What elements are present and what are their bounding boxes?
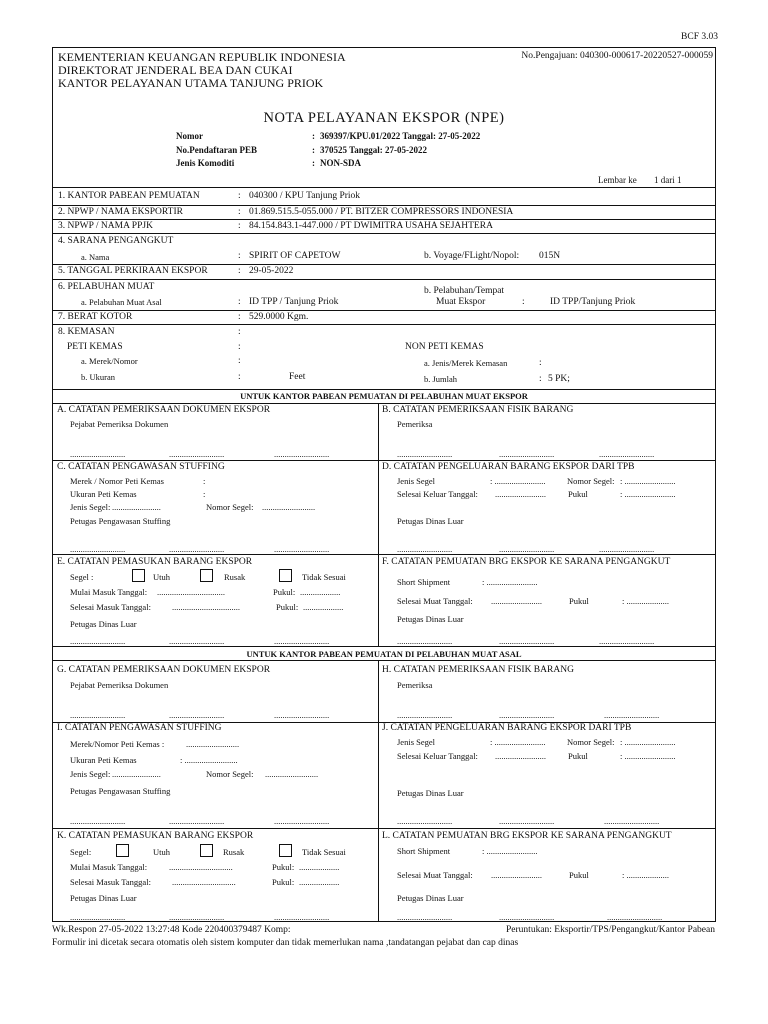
petugas-dinas-label: Petugas Dinas Luar <box>397 788 464 798</box>
dots: .......................... <box>169 710 225 720</box>
section-j-title: J. CATATAN PENGELUARAN BARANG EKSPOR DARI TPB <box>382 723 632 733</box>
colon: : <box>522 297 525 307</box>
colon: : <box>238 191 241 201</box>
pukul-label: Pukul: <box>272 862 295 872</box>
colon: : <box>238 221 241 231</box>
meta-value-nomor: 369397/KPU.01/2022 Tanggal: 27-05-2022 <box>320 131 481 141</box>
ukuran-peti-label: Ukuran Peti Kemas <box>70 489 137 499</box>
ukuran-label: b. Ukuran <box>81 372 115 382</box>
colon: : <box>203 489 206 499</box>
field-6-label: 6. PELABUHAN MUAT <box>58 282 155 292</box>
dots: .......................... <box>274 636 330 646</box>
page-title: NOTA PELAYANAN EKSPOR (NPE) <box>263 110 505 126</box>
dots: ................... <box>299 862 340 872</box>
dots: .......................... <box>397 636 453 646</box>
non-peti-kemas-label: NON PETI KEMAS <box>405 342 484 352</box>
petugas-stuffing-label: Petugas Pengawasan Stuffing <box>70 516 171 526</box>
footer-note: Formulir ini dicetak secara otomatis oleh sistem komputer dan tidak memerlukan nama ,tandatangan pejabat dan cap dinas <box>52 938 519 948</box>
colon: : <box>238 312 241 322</box>
dots: .......................... <box>274 710 330 720</box>
pukul-label: Pukul: <box>273 587 296 597</box>
selesai-muat-label: Selesai Muat Tanggal: <box>397 596 473 606</box>
form-code: BCF 3.03 <box>681 32 718 42</box>
dots: ......................... <box>262 502 316 512</box>
agency-line-1: KEMENTERIAN KEUANGAN REPUBLIK INDONESIA <box>58 50 346 64</box>
pukul-label: Pukul <box>569 870 589 880</box>
utuh-checkbox[interactable] <box>132 569 145 582</box>
dots: .......................... <box>397 710 453 720</box>
meta-colon: : <box>312 131 315 141</box>
petugas-stuffing-label: Petugas Pengawasan Stuffing <box>70 786 171 796</box>
colon: : <box>539 358 542 368</box>
peti-kemas-label: PETI KEMAS <box>67 342 123 352</box>
field-4a-label: a. Nama <box>81 252 110 262</box>
short-shipment-label: Short Shipment <box>397 577 451 587</box>
jenis-segel-label: Jenis Segel <box>397 737 436 747</box>
colon: : <box>238 342 241 352</box>
petugas-dinas-label: Petugas Dinas Luar <box>397 893 464 903</box>
field-4b-label: b. Voyage/FLight/Nopol: <box>424 251 520 261</box>
dots: .......................... <box>274 912 330 922</box>
section-f-title: F. CATATAN PEMUATAN BRG EKSPOR KE SARANA PENGANGKUT <box>382 557 671 567</box>
colon: : <box>238 372 241 382</box>
dots: : ........................ <box>620 751 676 761</box>
field-6a-value: ID TPP / Tanjung Priok <box>249 297 339 307</box>
colon: : <box>238 207 241 217</box>
dots: .......................... <box>397 912 453 922</box>
dots: .......................... <box>274 816 330 826</box>
jenis-segel-label: Jenis Segel: <box>70 502 111 512</box>
feet-label: Feet <box>289 372 306 382</box>
nomor-segel-label: Nomor Segel: <box>206 769 254 779</box>
colon: : <box>238 251 241 261</box>
dots: : ........................ <box>620 489 676 499</box>
meta-label-peb: No.Pendaftaran PEB <box>176 145 257 155</box>
merek-nomor-label: a. Merek/Nomor <box>81 356 138 366</box>
colon: : <box>238 356 241 366</box>
dots: .......................... <box>499 710 555 720</box>
utuh-label: Utuh <box>153 572 170 582</box>
dots: ......................... <box>265 769 319 779</box>
field-8-label: 8. KEMASAN <box>58 327 115 337</box>
tidak-sesuai-label: Tidak Sesuai <box>302 572 346 582</box>
field-7-value: 529.0000 Kgm. <box>249 312 309 322</box>
dots: ........................ <box>495 489 546 499</box>
rusak-label: Rusak <box>223 847 245 857</box>
dots: ......................... <box>186 739 240 749</box>
utuh-label: Utuh <box>153 847 170 857</box>
jumlah-value: 5 PK; <box>548 374 570 384</box>
dots: ....................... <box>112 502 161 512</box>
tidak-sesuai-checkbox[interactable] <box>279 569 292 582</box>
colon: : <box>203 476 206 486</box>
segel-label: Segel : <box>70 572 94 582</box>
lembar-label: Lembar ke <box>598 175 637 185</box>
no-pengajuan: No.Pengajuan: 040300-000617-20220527-000059 <box>521 51 713 61</box>
dots: ........................ <box>491 596 542 606</box>
dots: .......................... <box>499 816 555 826</box>
agency-line-3: KANTOR PELAYANAN UTAMA TANJUNG PRIOK <box>58 76 324 90</box>
dots: .......................... <box>169 912 225 922</box>
dots: .......................... <box>499 544 555 554</box>
jenis-segel-label: Jenis Segel: <box>70 769 111 779</box>
dots: .......................... <box>70 544 126 554</box>
dots: : .................... <box>622 870 669 880</box>
section-muat-ekspor: UNTUK KANTOR PABEAN PEMUATAN DI PELABUHAN MUAT EKSPOR <box>240 391 528 401</box>
mulai-masuk-label: Mulai Masuk Tanggal: <box>70 587 148 597</box>
field-4-label: 4. SARANA PENGANGKUT <box>58 236 174 246</box>
dots: ................... <box>300 587 341 597</box>
section-k-title: K. CATATAN PEMASUKAN BARANG EKSPOR <box>57 831 254 841</box>
dots: .......................... <box>499 912 555 922</box>
colon: : <box>539 374 542 384</box>
dots: .......................... <box>599 544 655 554</box>
dots: .......................... <box>169 544 225 554</box>
pukul-label: Pukul <box>568 751 588 761</box>
field-4b-value: 015N <box>539 251 561 261</box>
pemeriksa-label: Pemeriksa <box>397 419 433 429</box>
section-l-title: L. CATATAN PEMUATAN BRG EKSPOR KE SARANA PENGANGKUT <box>382 831 672 841</box>
dots: ....................... <box>112 769 161 779</box>
petugas-dinas-label: Petugas Dinas Luar <box>397 516 464 526</box>
field-6b-label-1: b. Pelabuhan/Tempat <box>424 286 505 296</box>
merek-peti-label: Merek / Nomor Peti Kemas <box>70 476 164 486</box>
dots: .......................... <box>70 816 126 826</box>
dots: ................................ <box>172 602 240 612</box>
dots: ................................ <box>157 587 225 597</box>
section-c-title: C. CATATAN PENGAWASAN STUFFING <box>57 462 225 472</box>
pukul-label: Pukul <box>568 489 588 499</box>
pukul-label: Pukul <box>569 596 589 606</box>
dots: : ........................ <box>620 476 676 486</box>
dots: : ......................... <box>180 755 238 765</box>
dots: .......................... <box>599 449 655 459</box>
pukul-label: Pukul: <box>276 602 299 612</box>
selesai-masuk-label: Selesai Masuk Tanggal: <box>70 602 151 612</box>
meta-value-komoditi: NON-SDA <box>320 158 362 168</box>
dots: .......................... <box>70 912 126 922</box>
pejabat-label: Pejabat Pemeriksa Dokumen <box>70 419 169 429</box>
dots: .......................... <box>397 816 453 826</box>
jenis-merek-label: a. Jenis/Merek Kemasan <box>424 358 508 368</box>
field-1-value: 040300 / KPU Tanjung Priok <box>249 191 361 201</box>
rusak-checkbox[interactable] <box>200 569 213 582</box>
dots: .......................... <box>397 449 453 459</box>
field-4a-value: SPIRIT OF CAPETOW <box>249 251 341 261</box>
nomor-segel-label: Nomor Segel: <box>567 737 615 747</box>
meta-value-peb: 370525 Tanggal: 27-05-2022 <box>320 145 428 155</box>
section-b-title: B. CATATAN PEMERIKSAAN FISIK BARANG <box>382 405 574 415</box>
dots: ................... <box>303 602 344 612</box>
segel-label: Segel: <box>70 847 92 857</box>
dots: .......................... <box>70 636 126 646</box>
wk-respon: Wk.Respon 27-05-2022 13:27:48 Kode 220400379487 Komp: <box>52 925 291 935</box>
dots: .......................... <box>169 816 225 826</box>
field-6b-value: ID TPP/Tanjung Priok <box>550 297 636 307</box>
section-d-title: D. CATATAN PENGELUARAN BARANG EKSPOR DARI TPB <box>382 462 635 472</box>
dots: .............................. <box>169 862 233 872</box>
section-a-title: A. CATATAN PEMERIKSAAN DOKUMEN EKSPOR <box>57 405 271 415</box>
rusak-label: Rusak <box>224 572 246 582</box>
dots: .......................... <box>604 710 660 720</box>
selesai-muat-label: Selesai Muat Tanggal: <box>397 870 473 880</box>
dots: : ........................ <box>482 846 538 856</box>
meta-colon: : <box>312 145 315 155</box>
field-5-value: 29-05-2022 <box>249 266 294 276</box>
dots: .......................... <box>70 449 126 459</box>
pemeriksa-label: Pemeriksa <box>397 680 433 690</box>
section-g-title: G. CATATAN PEMERIKSAAN DOKUMEN EKSPOR <box>57 665 271 675</box>
dots: .......................... <box>499 449 555 459</box>
peruntukan: Peruntukan: Eksportir/TPS/Pengangkut/Kantor Pabean <box>506 925 715 935</box>
section-e-title: E. CATATAN PEMASUKAN BARANG EKSPOR <box>57 557 253 567</box>
nomor-segel-label: Nomor Segel: <box>567 476 615 486</box>
petugas-dinas-label: Petugas Dinas Luar <box>70 619 137 629</box>
mulai-masuk-label: Mulai Masuk Tanggal: <box>70 862 148 872</box>
dots: : ........................ <box>482 577 538 587</box>
dots: .......................... <box>274 544 330 554</box>
dots: : ........................ <box>490 737 546 747</box>
dots: ........................ <box>491 870 542 880</box>
dots: .............................. <box>172 877 236 887</box>
field-3-value: 84.154.843.1-447.000 / PT DWIMITRA USAHA SEJAHTERA <box>249 221 493 231</box>
field-2-value: 01.869.515.5-055.000 / PT. BITZER COMPRESSORS INDONESIA <box>249 207 514 217</box>
dots: ................... <box>299 877 340 887</box>
jumlah-label: b. Jumlah <box>424 374 458 384</box>
selesai-keluar-label: Selesai Keluar Tanggal: <box>397 751 478 761</box>
tidak-sesuai-checkbox[interactable] <box>279 844 292 857</box>
dots: .......................... <box>499 636 555 646</box>
dots: : .................... <box>622 596 669 606</box>
dots: .......................... <box>169 449 225 459</box>
merek-peti-label: Merek/Nomor Peti Kemas : <box>70 739 165 749</box>
dots: .......................... <box>604 816 660 826</box>
tidak-sesuai-label: Tidak Sesuai <box>302 847 346 857</box>
dots: .......................... <box>274 449 330 459</box>
colon: : <box>238 327 241 337</box>
section-i-title: I. CATATAN PENGAWASAN STUFFING <box>57 723 222 733</box>
jenis-segel-label: Jenis Segel <box>397 476 436 486</box>
field-1-label: 1. KANTOR PABEAN PEMUATAN <box>58 191 200 201</box>
ukuran-peti-label: Ukuran Peti Kemas <box>70 755 137 765</box>
dots: : ........................ <box>620 737 676 747</box>
utuh-checkbox[interactable] <box>116 844 129 857</box>
meta-label-nomor: Nomor <box>176 131 203 141</box>
pejabat-label: Pejabat Pemeriksa Dokumen <box>70 680 169 690</box>
field-5-label: 5. TANGGAL PERKIRAAN EKSPOR <box>58 266 208 276</box>
field-3-label: 3. NPWP / NAMA PPJK <box>58 221 153 231</box>
section-h-title: H. CATATAN PEMERIKSAAN FISIK BARANG <box>382 665 574 675</box>
colon: : <box>238 266 241 276</box>
selesai-masuk-label: Selesai Masuk Tanggal: <box>70 877 151 887</box>
field-6b-label-2: Muat Ekspor <box>436 297 486 307</box>
colon: : <box>238 297 241 307</box>
agency-line-2: DIREKTORAT JENDERAL BEA DAN CUKAI <box>58 63 293 77</box>
dots: .......................... <box>70 710 126 720</box>
pukul-label: Pukul: <box>272 877 295 887</box>
selesai-keluar-label: Selesai Keluar Tanggal: <box>397 489 478 499</box>
dots: : ........................ <box>490 476 546 486</box>
dots: .......................... <box>607 912 663 922</box>
rusak-checkbox[interactable] <box>200 844 213 857</box>
dots: .......................... <box>397 544 453 554</box>
dots: .......................... <box>169 636 225 646</box>
section-muat-asal: UNTUK KANTOR PABEAN PEMUATAN DI PELABUHAN MUAT ASAL <box>246 649 522 659</box>
dots: ........................ <box>495 751 546 761</box>
meta-label-komoditi: Jenis Komoditi <box>176 158 235 168</box>
dots: .......................... <box>599 636 655 646</box>
nomor-segel-label: Nomor Segel: <box>206 502 254 512</box>
short-shipment-label: Short Shipment <box>397 846 451 856</box>
field-7-label: 7. BERAT KOTOR <box>58 312 133 322</box>
field-2-label: 2. NPWP / NAMA EKSPORTIR <box>58 207 183 217</box>
meta-colon: : <box>312 158 315 168</box>
field-6a-label: a. Pelabuhan Muat Asal <box>81 297 162 307</box>
petugas-dinas-label: Petugas Dinas Luar <box>70 893 137 903</box>
lembar-value: 1 dari 1 <box>654 175 682 185</box>
petugas-dinas-label: Petugas Dinas Luar <box>397 614 464 624</box>
